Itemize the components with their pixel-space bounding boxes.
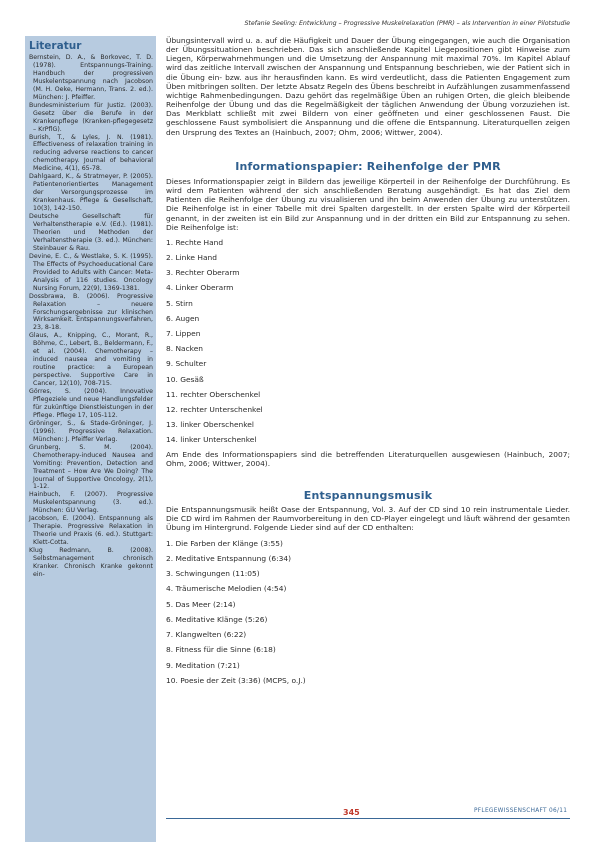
- reference-entry: Bundesministerium für Justiz. (2003). Gesetz über die Berufe in der Krankenpflege (Kranken-pflegegesetz – KrPflG).: [29, 101, 153, 133]
- section-title-reihenfolge: Informationspapier: Reihenfolge der PMR: [235, 159, 501, 173]
- list-item: 3. Schwingungen (11:05): [166, 569, 260, 579]
- reference-entry: Dahlgaard, K., & Stratmeyer, P. (2005). Patientenorientiertes Management der Versorgungsprozesse im Krankenhaus. Pflege & Gesellschaft, 10(3), 142-150.: [29, 173, 153, 213]
- literature-sidebar: [25, 36, 156, 842]
- sidebar-title: Literatur: [29, 40, 82, 52]
- section2-paragraph: Die Entspannungsmusik heißt Oase der Entspannung, Vol. 3. Auf der CD sind 10 rein instrumentale Lieder. Die CD wird im Rahmen der Raumvorbereitung in den CD-Player eingelegt und läuft während der gesamten Übung im Hintergrund. Folgende Lieder sind auf der CD enthalten:: [166, 505, 570, 533]
- list-item: 7. Klangwelten (6:22): [166, 630, 247, 640]
- reference-entry: Klug Redmann, B. (2008). Selbstmanagement chronisch Kranker. Chronisch Kranke gekonnt ein-: [29, 547, 153, 578]
- list-item: 13. linker Oberschenkel: [166, 420, 254, 430]
- list-item: 10. Gesäß: [166, 374, 204, 384]
- list-item: 12. rechter Unterschenkel: [166, 405, 263, 415]
- body-part-list: [166, 235, 570, 448]
- reference-entry: Dossbrawa, B. (2006). Progressive Relaxation – neuere Forschungsergebnisse zur klinischen Wirksamkeit. Entspannungsverfahren, 23, 8-18.: [29, 292, 153, 332]
- section1-closing: Am Ende des Informationspapiers sind die betreffenden Literaturquellen ausgewiesen (Hainbuch, 2007; Ohm, 2006; Wittwer, 2004).: [166, 449, 570, 468]
- reference-entry: Bernstein, D. A., & Borkovec, T. D. (1978). Entspannungs-Training. Handbuch der progressiven Muskelentspannung nach Jacobson (M. H. Oeke, Hermann, Trans. 2. ed.). München: J. Pfeiffer.: [29, 54, 153, 101]
- list-item: 4. Linker Oberarm: [166, 283, 234, 293]
- list-item: 2. Meditative Entspannung (6:34): [166, 553, 291, 563]
- list-item: 8. Nacken: [166, 344, 204, 354]
- reference-entry: Glaus, A., Knipping, C., Morant, R., Böhme, C., Lebert, B., Beldermann, F., et al. (2004). Chemotherapy – induced nausea and vomiting in routine practice: a European perspective. Supportive Care in Cancer, 12(10), 708-715.: [29, 332, 153, 388]
- list-item: 1. Rechte Hand: [166, 237, 224, 247]
- list-item: 2. Linke Hand: [166, 253, 217, 263]
- section-title-musik: Entspannungsmusik: [303, 488, 433, 502]
- song-list: [166, 536, 570, 689]
- list-item: 5. Stirn: [166, 298, 193, 308]
- reference-entry: Jacobson, E. (2004). Entspannung als Therapie. Progressive Relaxation in Theorie und Praxis (6. ed.). Stuttgart: Klett-Cotta.: [29, 515, 153, 547]
- reference-entry: Gröninger, S., & Stade-Gröninger, J. (1996). Progressive Relaxation. München: J. Pfeiffer Verlag.: [29, 419, 153, 443]
- section1-paragraph: Dieses Informationspapier zeigt in Bildern das jeweilige Körperteil in der Reihenfolge der Durchführung. Es wird dem Patienten während der sich anschließenden Beratung ausgehändigt. Es hat das Ziel dem Patienten die Reihenfolge der Übung zu visualisieren und ihn beim Anwenden der Übung zu unterstützen. Die Reihenfolge ist in einer Tabelle mit drei Spalten dargestellt. In der ersten Spalte wird der Körperteil genannt, in der zweiten ist ein Bild zur Anspannung und in der dritten ein Bild zur Entspannung zu sehen. Die Reihenfolge ist:: [166, 176, 570, 232]
- reference-entry: Devine, E. C., & Westlake, S. K. (1995). The Effects of Psychoeducational Care Provided to Adults with Cancer: Meta-Analysis of 116 studies. Oncology Nursing Forum, 22(9), 1369-1381.: [29, 252, 153, 292]
- list-item: 5. Das Meer (2:14): [166, 599, 236, 609]
- reference-entry: Deutsche Gesellschaft für Verhaltenstherapie e.V. (Ed.). (1981). Theorien und Methoden der Verhaltenstherapie (3. ed.). München: Steinbauer & Rau.: [29, 213, 153, 252]
- list-item: 8. Fitness für die Sinne (6:18): [166, 645, 276, 655]
- intro-paragraph: Übungsintervall wird u. a. auf die Häufigkeit und Dauer der Übung eingegangen, wie auch die Organisation der Übungssituationen beschrieben. Das sich anschließende Kapitel Liegepositionen gibt Hinweise zum Liegen, Körperwahrnehmungen und die Umsetzung der Anspannung mit maximal 70%. Im Kapitel Ablauf wird das zeitliche Intervall zwischen der Anspannung und Entspannung beschrieben, wie der Patient sich in die Übung ein- bzw. aus ihr herausfinden kann. Es wird verdeutlicht, dass die Patienten Engagement zum Üben mitbringen sollten. Der letzte Absatz Regeln des Übens beschreibt in Aufzählungen zusammenfassend wichtige Rahmenbedingungen. Dazu gehört das regelmäßige Üben an ruhigen Orten, die gleich bleibende Reihenfolge der Übung und das die Regelmäßigkeit der täglichen Anwendung der Übung vorzuziehen ist. Das Merkblatt schließt mit zwei Bildern von einer geöffneten und einer geschlossenen Faust. Die geschlossene Faust symbolisiert die Anspannung und die offene die Entspannung. Literaturquellen zeigen den Ursprung des Textes an (Hainbuch, 2007; Ohm, 2006; Wittwer, 2004).: [166, 36, 570, 137]
- list-item: 6. Meditative Klänge (5:26): [166, 614, 268, 624]
- list-item: 9. Meditation (7:21): [166, 660, 240, 670]
- list-item: 9. Schulter: [166, 359, 207, 369]
- list-item: 6. Augen: [166, 313, 200, 323]
- page-number: 345: [339, 808, 364, 817]
- reference-list: [25, 54, 156, 579]
- main-column: [166, 36, 570, 690]
- list-item: 3. Rechter Oberarm: [166, 268, 240, 278]
- reference-entry: Hainbuch, F. (2007). Progressive Muskelentspannung (3. ed.). München: GU Verlag.: [29, 491, 153, 515]
- journal-name: PFLEGEWISSENSCHAFT 06/11: [470, 808, 567, 814]
- reference-entry: Görres, S. (2004). Innovative Pflegeziele und neue Handlungsfelder für zukünftige Dienstleistungen in der Pflege. Pflege 17, 105-112.: [29, 388, 153, 419]
- list-item: 7. Lippen: [166, 329, 201, 339]
- list-item: 14. linker Unterschenkel: [166, 435, 257, 445]
- reference-entry: Burish, T., & Lyles, J. N. (1981). Effectiveness of relaxation training in reducing adverse reactions to cancer chemotherapy. Journal of behavioral Medicine, 4(1), 65-78.: [29, 133, 153, 173]
- list-item: 11. rechter Oberschenkel: [166, 389, 261, 399]
- footer-rule: [166, 818, 570, 819]
- list-item: 1. Die Farben der Klänge (3:55): [166, 538, 283, 548]
- running-head: Stefanie Seeling: Entwicklung – Progressive Muskelrelaxation (PMR) – als Intervention in einer Pilotstudie: [244, 20, 570, 27]
- reference-entry: Grunberg, S. M. (2004). Chemotherapy-induced Nausea and Vomiting: Prevention, Detection and Treatment – How Are We Doing? The Journal of Supportive Oncology, 2(1), 1-12.: [29, 443, 153, 491]
- list-item: 4. Träumerische Melodien (4:54): [166, 584, 287, 594]
- list-item: 10. Poesie der Zeit (3:36) (MCPS, o.J.): [166, 675, 306, 685]
